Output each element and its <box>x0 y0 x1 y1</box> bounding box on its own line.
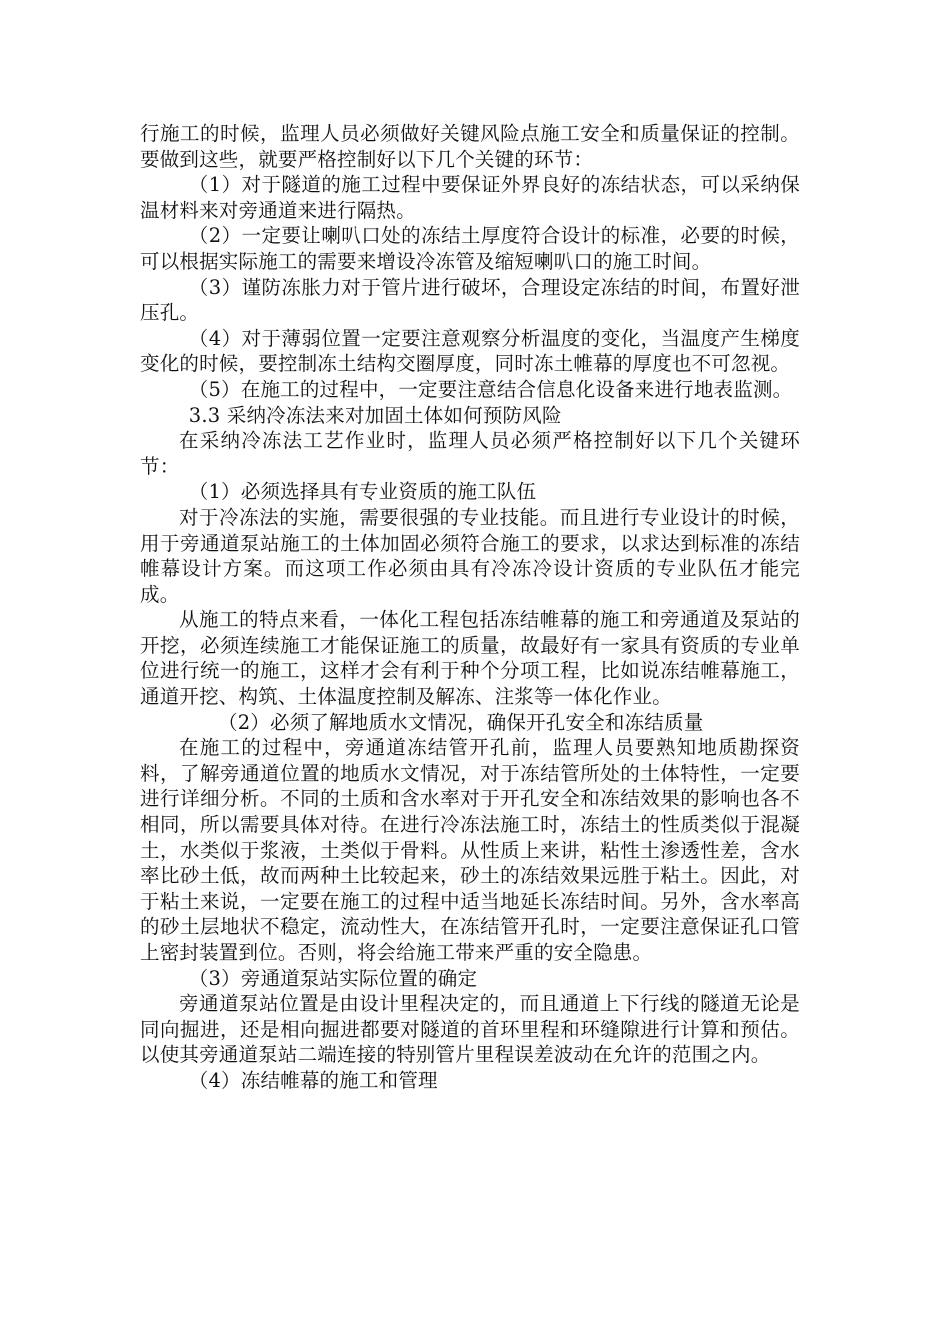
subheading-4: （4）冻结帷幕的施工和管理 <box>188 1068 438 1092</box>
document-body <box>140 121 800 1094</box>
paragraph-body: 在施工的过程中，旁通道冻结管开孔前，监理人员要熟知地质勘探资料，了解旁通道位置的地质水文情况，对于冻结管所处的土体特性，一定要进行详细分析。不同的土质和含水率对于开孔安全和冻结效果的影响也各不相同，所以需要具体对待。在进行冷冻法施工时，冻结土的性质类似于混凝土，水类似于浆液，土类似于骨料。从性质上来讲，粘性土渗透性差，含水率比砂土低，故而两种土比较起来，砂土的冻结效果远胜于粘土。因此，对于粘土来说，一定要在施工的过程中适当地延长冻结时间。另外，含水率高的砂土层地状不稳定，流动性大，在冻结管开孔时，一定要注意保证孔口管上密封装置到位。否则，将会给施工带来严重的安全隐患。 <box>140 736 800 964</box>
list-item-3: （3）谨防冻胀力对于管片进行破坏，合理设定冻结的时间，布置好泄压孔。 <box>140 275 800 325</box>
subheading-3: （3）旁通道泵站实际位置的确定 <box>188 966 478 990</box>
subheading-1: （1）必须选择具有专业资质的施工队伍 <box>188 480 537 504</box>
paragraph-body: 对于冷冻法的实施，需要很强的专业技能。而且进行专业设计的时候，用于旁通道泵站施工的土体加固必须符合施工的要求，以求达到标准的冻结帷幕设计方案。而这项工作必须由具有冷冻冷设计资质的专业队伍才能完成。 <box>140 505 800 606</box>
list-item-5: （5）在施工的过程中，一定要注意结合信息化设备来进行地表监测。 <box>188 377 793 401</box>
list-item-1: （1）对于隧道的施工过程中要保证外界良好的冻结状态，可以采纳保温材料来对旁通道来进行隔热。 <box>140 173 800 222</box>
paragraph-body: 旁通道泵站位置是由设计里程决定的，而且通道上下行线的隧道无论是同向掘进，还是相向掘进都要对隧道的首环里程和环缝隙进行计算和预估。以使其旁通道泵站二端连接的特别管片里程误差波动在允许的范围之内。 <box>140 992 800 1067</box>
paragraph-intro: 在采纳冷冻法工艺作业时，监理人员必须严格控制好以下几个关键环节： <box>140 429 800 478</box>
subheading-2: （2）必须了解地质水文情况，确保开孔安全和冻结质量 <box>218 710 704 734</box>
section-heading-3-3: 3.3 采纳冷冻法来对加固土体如何预防风险 <box>188 403 562 427</box>
paragraph-continuation: 行施工的时候，监理人员必须做好关键风险点施工安全和质量保证的控制。要做到这些，就要严格控制好以下几个关键的环节： <box>140 122 800 171</box>
list-item-2: （2）一定要让喇叭口处的冻结土厚度符合设计的标准，必要的时候，可以根据实际施工的需要来增设冷冻管及缩短喇叭口的施工时间。 <box>140 224 800 273</box>
paragraph-body: 从施工的特点来看，一体化工程包括冻结帷幕的施工和旁通道及泵站的开挖，必须连续施工才能保证施工的质量，故最好有一家具有资质的专业单位进行统一的施工，这样才会有利于种个分项工程，比如说冻结帷幕施工，通道开挖、构筑、土体温度控制及解冻、注浆等一体化作业。 <box>140 608 800 709</box>
list-item-4: （4）对于薄弱位置一定要注意观察分析温度的变化，当温度产生梯度变化的时候，要控制冻土结构交圈厚度，同时冻土帷幕的厚度也不可忽视。 <box>140 326 800 376</box>
